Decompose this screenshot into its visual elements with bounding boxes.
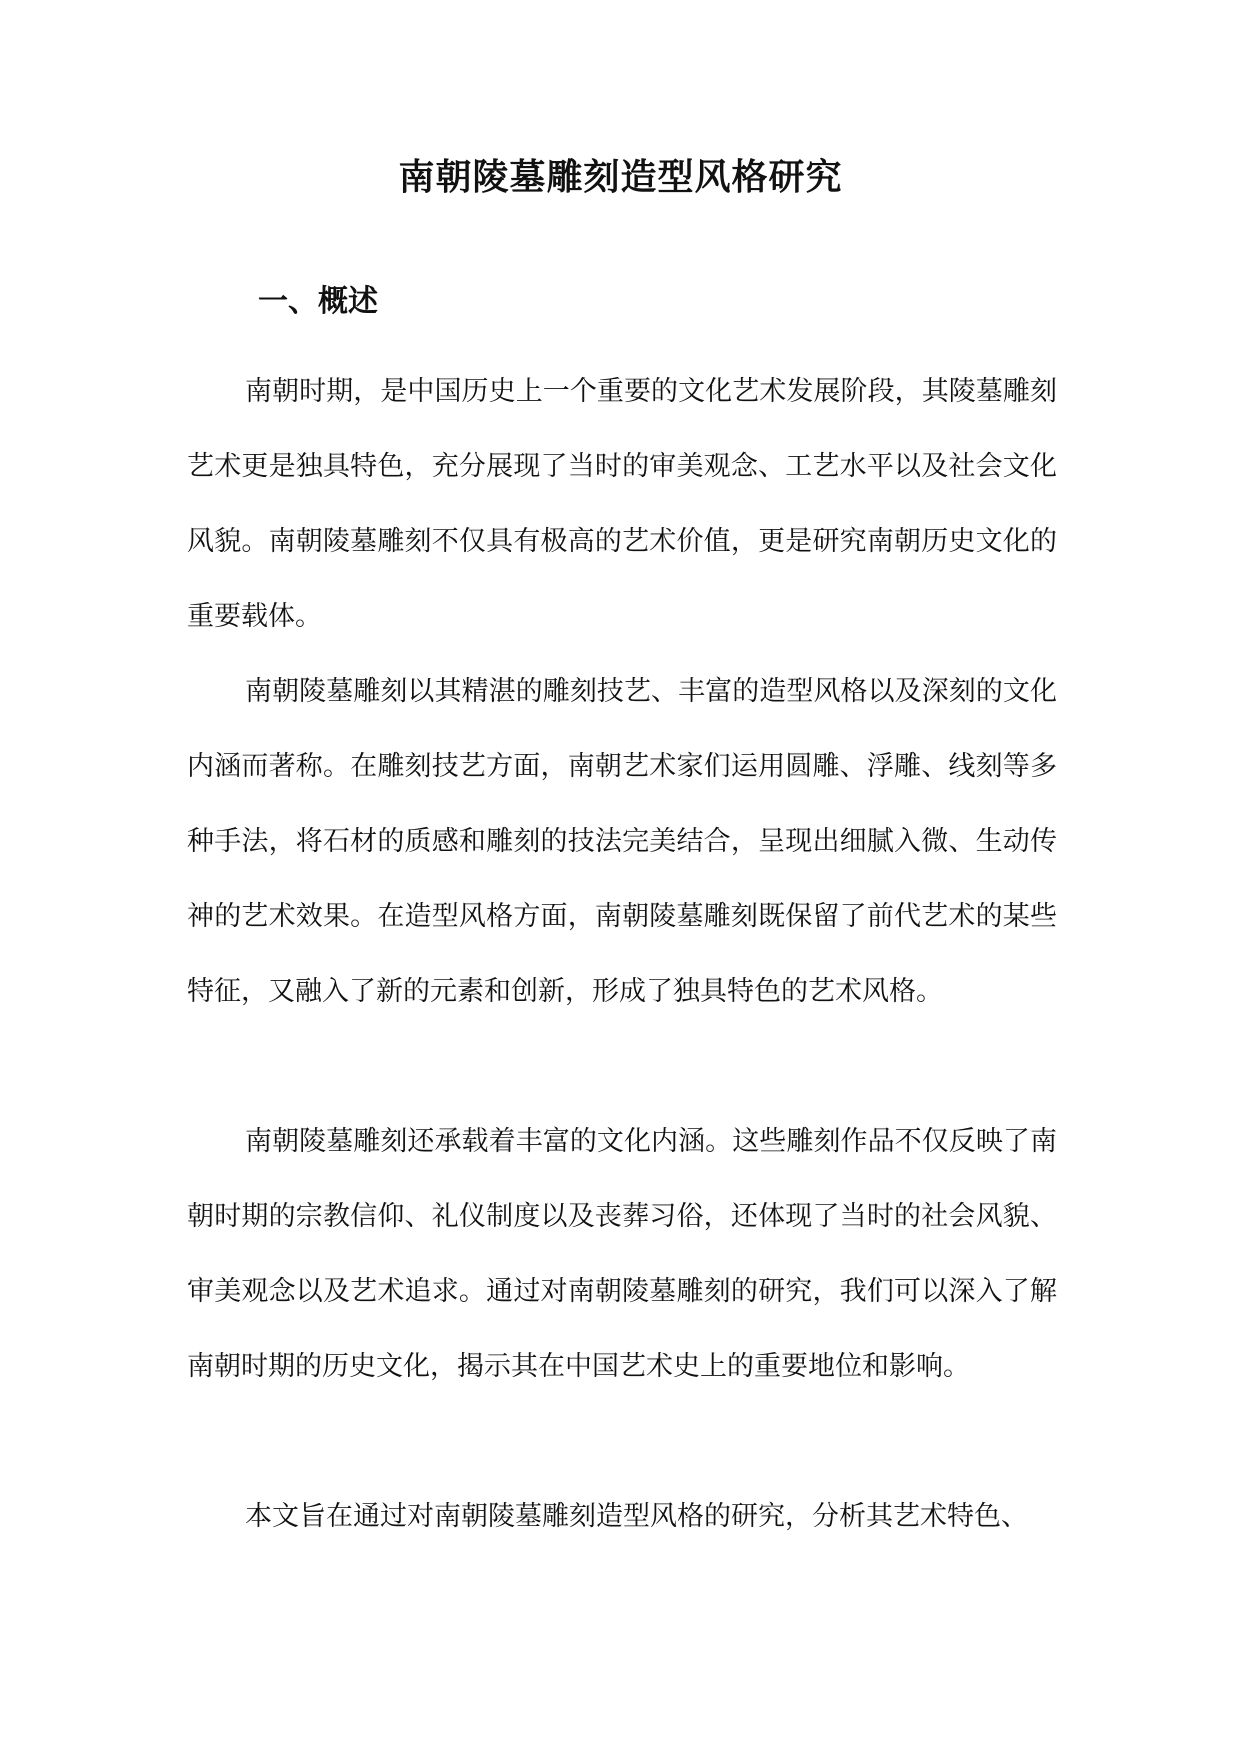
document-title: 南朝陵墓雕刻造型风格研究 bbox=[398, 156, 843, 198]
paragraph: 南朝陵墓雕刻还承载着丰富的文化内涵。这些雕刻作品不仅反映了南朝时期的宗教信仰、礼仪制度以及丧葬习俗，还体现了当时的社会风貌、审美观念以及艺术追求。通过对南朝陵墓雕刻的研究，我们可以深入了解南朝时期的历史文化，揭示其在中国艺术史上的重要地位和影响。 bbox=[187, 1126, 1057, 1382]
paragraph: 南朝陵墓雕刻以其精湛的雕刻技艺、丰富的造型风格以及深刻的文化内涵而著称。在雕刻技艺方面，南朝艺术家们运用圆雕、浮雕、线刻等多种手法，将石材的质感和雕刻的技法完美结合，呈现出细腻入微、生动传神的艺术效果。在造型风格方面，南朝陵墓雕刻既保留了前代艺术的某些特征，又融入了新的元素和创新，形成了独具特色的艺术风格。 bbox=[187, 676, 1057, 1007]
paragraph: 南朝时期，是中国历史上一个重要的文化艺术发展阶段，其陵墓雕刻艺术更是独具特色，充分展现了当时的审美观念、工艺水平以及社会文化风貌。南朝陵墓雕刻不仅具有极高的艺术价值，更是研究南朝历史文化的重要载体。 bbox=[187, 376, 1057, 632]
section-heading: 一、概述 bbox=[258, 284, 378, 319]
paragraph: 本文旨在通过对南朝陵墓雕刻造型风格的研究，分析其艺术特色、 bbox=[245, 1501, 1028, 1532]
